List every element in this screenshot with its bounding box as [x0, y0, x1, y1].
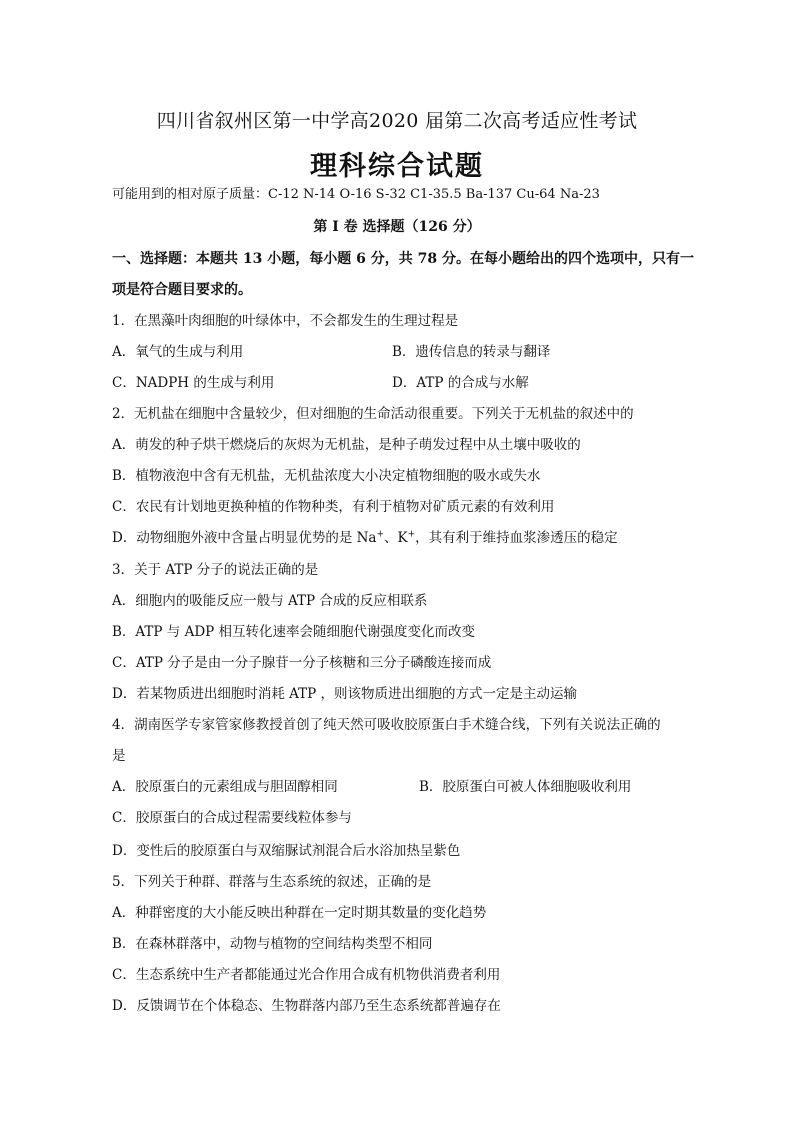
q2-stem: 2．无机盐在细胞中含量较少，但对细胞的生命活动很重要。下列关于无机盐的叙述中的	[112, 406, 634, 422]
atomic-masses-line: 可能用到的相对原子质量：C-12 N-14 O-16 S-32 C1-35.5 Ba-137 Cu-64 Na-23	[112, 187, 600, 202]
q2-option-d	[112, 529, 618, 547]
q2-option-a: A．萌发的种子烘干燃烧后的灰烬为无机盐，是种子萌发过程中从土壤中吸收的	[112, 437, 581, 453]
q5-option-b: B．在森林群落中，动物与植物的空间结构类型不相同	[112, 936, 433, 952]
q3-option-c: C．ATP 分子是由一分子腺苷一分子核糖和三分子磷酸连接而成	[112, 655, 492, 671]
q3-option-a: A．细胞内的吸能反应一般与 ATP 合成的反应相联系	[112, 593, 428, 609]
q4-option-d: D．变性后的胶原蛋白与双缩脲试剂混合后水浴加热呈紫色	[112, 843, 461, 859]
q2-option-b: B．植物液泡中含有无机盐，无机盐浓度大小决定植物细胞的吸水或失水	[112, 468, 541, 484]
q5-option-a: A．种群密度的大小能反映出种群在一定时期其数量的变化趋势	[112, 905, 487, 921]
q1-option-c: C．NADPH 的生成与利用	[112, 375, 275, 391]
q3-option-d: D．若某物质进出细胞时消耗 ATP ，则该物质进出细胞的方式一定是主动运输	[112, 686, 578, 702]
q4-option-c: C．胶原蛋白的合成过程需要线粒体参与	[112, 810, 352, 826]
q2-option-c: C．农民有计划地更换种植的作物种类，有利于植物对矿质元素的有效利用	[112, 499, 555, 515]
q4-option-a: A．胶原蛋白的元素组成与胆固醇相同	[112, 779, 338, 795]
q5-stem: 5．下列关于种群、群落与生态系统的叙述，正确的是	[112, 874, 432, 890]
q4-stem-line1: 4．湖南医学专家管家修教授首创了纯天然可吸收胶原蛋白手术缝合线，下列有关说法正确的	[112, 717, 661, 733]
q4-stem-line2: 是	[112, 748, 126, 764]
section-instructions-line1: 一、选择题：本题共 13 小题，每小题 6 分，共 78 分。在每小题给出的四个选项中，只有一	[112, 251, 694, 267]
sodium-charge: +	[376, 529, 385, 540]
q3-stem: 3．关于 ATP 分子的说法正确的是	[112, 562, 319, 578]
q3-option-b: B．ATP 与 ADP 相互转化速率会随细胞代谢强度变化而改变	[112, 624, 476, 640]
section-title: 第 I 卷 选择题（126 分）	[313, 219, 481, 235]
exam-title: 四川省叙州区第一中学高2020 届第二次高考适应性考试	[156, 110, 638, 132]
q2-option-d-suffix: ，其有利于维持血浆渗透压的稳定	[415, 530, 618, 546]
potassium-charge: +	[407, 529, 416, 540]
q4-option-b: B．胶原蛋白可被人体细胞吸收利用	[419, 779, 632, 795]
section-instructions-line2: 项是符合题目要求的。	[112, 282, 252, 298]
q2-option-d-prefix: D．动物细胞外液中含量占明显优势的是 Na	[112, 530, 377, 546]
q1-option-b: B．遗传信息的转录与翻译	[392, 344, 551, 360]
q1-option-d: D．ATP 的合成与水解	[392, 375, 529, 391]
q5-option-d: D．反馈调节在个体稳态、生物群落内部乃至生态系统都普遍存在	[112, 998, 501, 1014]
q1-stem: 1．在黑藻叶肉细胞的叶绿体中，不会都发生的生理过程是	[112, 313, 459, 329]
q2-option-d-mid: 、K	[384, 530, 408, 546]
subject-title: 理科综合试题	[310, 151, 484, 182]
q1-option-a: A．氧气的生成与利用	[112, 344, 244, 360]
q5-option-c: C．生态系统中生产者都能通过光合作用合成有机物供消费者利用	[112, 967, 501, 983]
